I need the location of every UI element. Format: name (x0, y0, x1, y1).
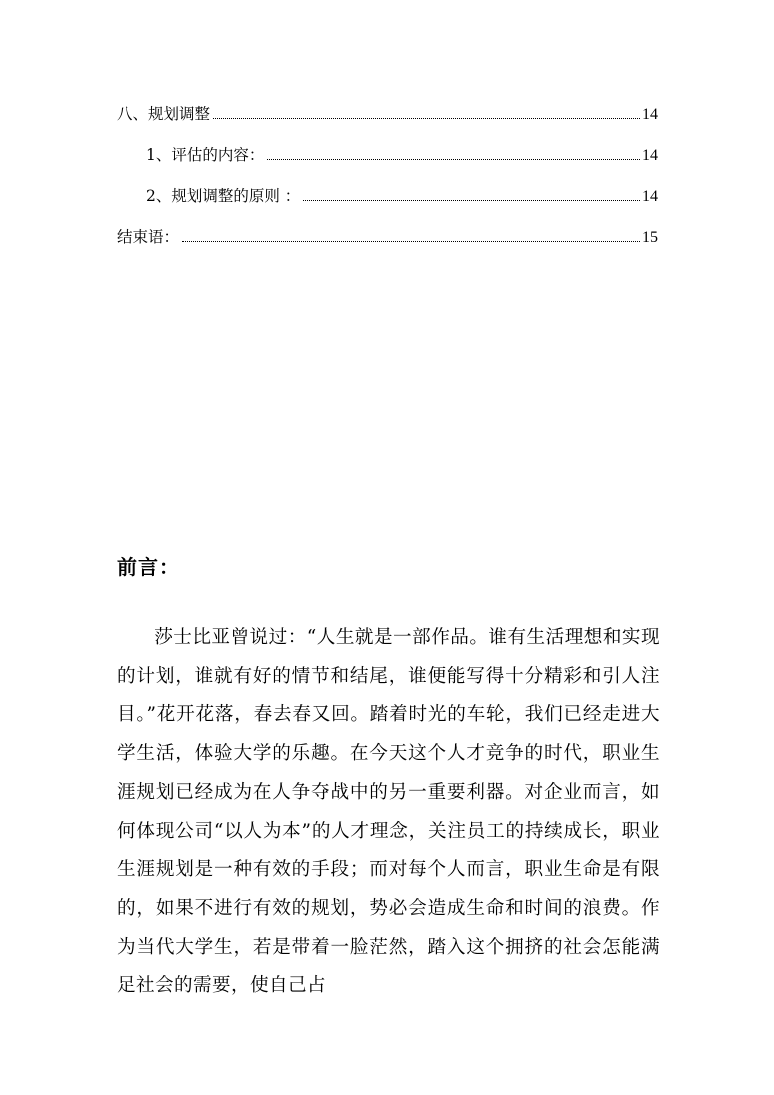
toc-entry-label: 八、规划调整 (117, 105, 211, 123)
table-of-contents (117, 103, 658, 267)
toc-page-number: 14 (642, 188, 658, 205)
toc-leader-dots (182, 240, 640, 242)
toc-entry-planning-adjustment[interactable] (117, 103, 658, 144)
preface-heading: 前言： (117, 555, 180, 579)
toc-entry-label: 1、评估的内容： (146, 146, 265, 164)
toc-entry-adjustment-principles[interactable] (117, 185, 658, 226)
toc-page-number: 14 (642, 106, 658, 123)
toc-entry-conclusion[interactable] (117, 226, 658, 267)
toc-page-number: 15 (642, 229, 658, 246)
toc-entry-label: 2、规划调整的原则 ： (146, 187, 301, 205)
preface-paragraph: 莎士比亚曾说过：“人生就是一部作品。谁有生活理想和实现的计划，谁就有好的情节和结尾，谁便能写得十分精彩和引人注目。”花开花落，春去春又回。踏着时光的车轮，我们已经走进大学生活，体验大学的乐趣。在今天这个人才竞争的时代，职业生涯规划已经成为在人争夺战中的另一重要利器。对企业而言，如何体现公司“以人为本”的人才理念，关注员工的持续成长，职业生涯规划是一种有效的手段；而对每个人而言，职业生命是有限的，如果不进行有效的规划，势必会造成生命和时间的浪费。作为当代大学生，若是带着一脸茫然，踏入这个拥挤的社会怎能满足社会的需要，使自己占 (117, 627, 660, 997)
toc-page-number: 14 (642, 147, 658, 164)
toc-entry-evaluation-content[interactable] (117, 144, 658, 185)
toc-entry-label: 结束语： (117, 228, 180, 246)
toc-leader-dots (213, 117, 640, 119)
toc-leader-dots (303, 199, 640, 201)
toc-leader-dots (267, 158, 640, 160)
